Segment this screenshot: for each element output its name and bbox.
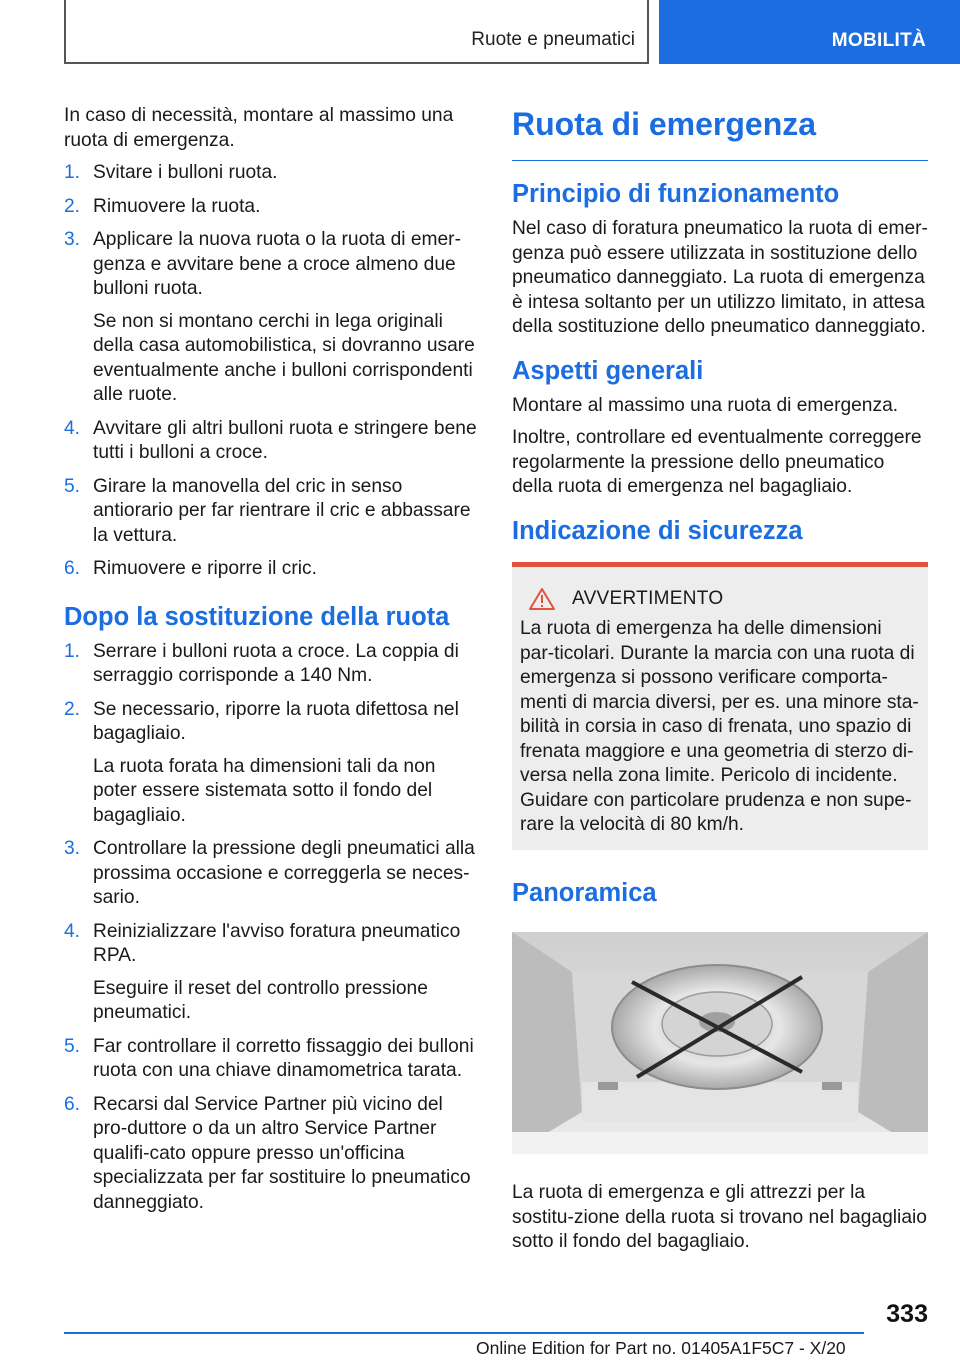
warning-text: La ruota di emergenza ha delle dimensioni par-ticolari. Durante la marcia con una ruota di emergenza si possono verificare comporta-menti di marcia diversi, per es. una minore sta-bilità in corsia in caso di frenata, uno spazio di frenata maggiore e una geometria di sterzo di-versa nella zona limite. Pericolo di incidente. Guidare con particolare prudenza e non supe-rare la velocità di 80 km/h. bbox=[520, 618, 919, 835]
step-number: 2. bbox=[64, 698, 81, 720]
step-text: Rimuovere la ruota. bbox=[93, 195, 261, 217]
list-item bbox=[64, 557, 482, 582]
heading-after-change: Dopo la sostituzione della ruota bbox=[64, 602, 450, 631]
step-number: 3. bbox=[64, 838, 81, 859]
list-item bbox=[64, 161, 482, 186]
warning-triangle-icon bbox=[528, 587, 556, 611]
list-item bbox=[64, 698, 482, 829]
list-item bbox=[64, 195, 482, 220]
header-section-title: Ruote e pneumatici bbox=[471, 29, 635, 50]
step-note: Eseguire il reset del controllo pressione pneumatici. bbox=[93, 977, 428, 1023]
heading-principio: Principio di funzionamento bbox=[512, 180, 840, 208]
left-column bbox=[64, 104, 482, 1224]
heading-panoramica: Panoramica bbox=[512, 878, 657, 907]
step-number: 1. bbox=[64, 640, 81, 662]
step-text: Rimuovere e riporre il cric. bbox=[93, 558, 317, 579]
step-number: 5. bbox=[64, 475, 81, 497]
list-item bbox=[64, 1035, 482, 1084]
footer-divider bbox=[64, 1332, 864, 1334]
spare-wheel-trunk-image bbox=[512, 932, 928, 1154]
step-text: Controllare la pressione degli pneumatici alla prossima occasione e correggerla se neces-sario. bbox=[93, 838, 475, 908]
step-text: Far controllare il corretto fissaggio dei bulloni ruota con una chiave dinamometrica tarata. bbox=[93, 1035, 474, 1081]
warning-header bbox=[520, 587, 920, 612]
list-item bbox=[64, 837, 482, 911]
list-item bbox=[64, 640, 482, 689]
paragraph-aspetti-2: Inoltre, controllare ed eventualmente correggere regolarmente la pressione dello pneumatico della ruota di emergenza nel bagagliaio. bbox=[512, 427, 922, 497]
wheel-change-steps bbox=[64, 161, 482, 582]
step-text: Svitare i bulloni ruota. bbox=[93, 162, 278, 183]
step-number: 3. bbox=[64, 229, 81, 250]
heading-aspetti: Aspetti generali bbox=[512, 356, 704, 385]
warning-box bbox=[512, 562, 928, 850]
paragraph-principio: Nel caso di foratura pneumatico la ruota di emer-genza può essere utilizzata in sostituzione dello pneumatico danneggiato. La ruota di emergenza è intesa soltanto per un utilizzo limitato, in attesa della sostituzione dello pneumatico danneggiato. bbox=[512, 218, 928, 337]
step-text: Recarsi dal Service Partner più vicino del pro-duttore o da un altro Service Partner qualifi-cato oppure presso un'officina specializzata per far sostituire lo pneumatico danneggiato. bbox=[93, 1093, 471, 1213]
step-text: Se necessario, riporre la ruota difettosa nel bagagliaio. bbox=[93, 698, 459, 744]
step-number: 4. bbox=[64, 920, 81, 942]
list-item bbox=[64, 417, 482, 466]
header-chapter-title: MOBILITÀ bbox=[831, 30, 926, 51]
step-note: Se non si montano cerchi in lega originali della casa automobilistica, si dovranno usare eventualmente anche i bulloni corrispondenti alle ruote. bbox=[93, 310, 475, 405]
header-chapter-tab bbox=[659, 0, 960, 64]
list-item bbox=[64, 475, 482, 549]
page-title: Ruota di emergenza bbox=[512, 104, 928, 161]
list-item bbox=[64, 920, 482, 1026]
list-item bbox=[64, 1093, 482, 1216]
step-number: 6. bbox=[64, 1093, 81, 1115]
list-item bbox=[64, 228, 482, 408]
footer-edition: Online Edition for Part no. 01405A1F5C7 - X/20 bbox=[476, 1338, 846, 1358]
step-number: 6. bbox=[64, 558, 81, 579]
after-change-steps bbox=[64, 640, 482, 1216]
step-number: 1. bbox=[64, 162, 81, 183]
step-text: Serrare i bulloni ruota a croce. La coppia di serraggio corrisponde a 140 Nm. bbox=[93, 640, 459, 686]
image-caption: La ruota di emergenza e gli attrezzi per la sostitu-zione della ruota si trovano nel bagagliaio sotto il fondo del bagagliaio. bbox=[512, 1182, 927, 1252]
step-note: La ruota forata ha dimensioni tali da non poter essere sistemata sotto il fondo del bagagliaio. bbox=[93, 755, 436, 826]
heading-sicurezza: Indicazione di sicurezza bbox=[512, 516, 803, 545]
right-column bbox=[512, 104, 928, 1255]
header-section-box bbox=[64, 0, 649, 64]
page-number: 333 bbox=[886, 1300, 928, 1328]
step-number: 4. bbox=[64, 417, 81, 439]
step-text: Applicare la nuova ruota o la ruota di emer-genza e avvitare bene a croce almeno due bulloni ruota. bbox=[93, 229, 461, 299]
step-text: Girare la manovella del cric in senso antiorario per far rientrare il cric e abbassare la vettura. bbox=[93, 475, 471, 546]
paragraph-aspetti-1: Montare al massimo una ruota di emergenza. bbox=[512, 394, 899, 416]
intro-paragraph: In caso di necessità, montare al massimo una ruota di emergenza. bbox=[64, 105, 454, 151]
step-number: 5. bbox=[64, 1035, 81, 1057]
warning-title: AVVERTIMENTO bbox=[572, 587, 724, 609]
step-text: Reinizializzare l'avviso foratura pneumatico RPA. bbox=[93, 920, 461, 966]
step-text: Avvitare gli altri bulloni ruota e stringere bene tutti i bulloni a croce. bbox=[93, 417, 477, 463]
step-number: 2. bbox=[64, 195, 81, 217]
